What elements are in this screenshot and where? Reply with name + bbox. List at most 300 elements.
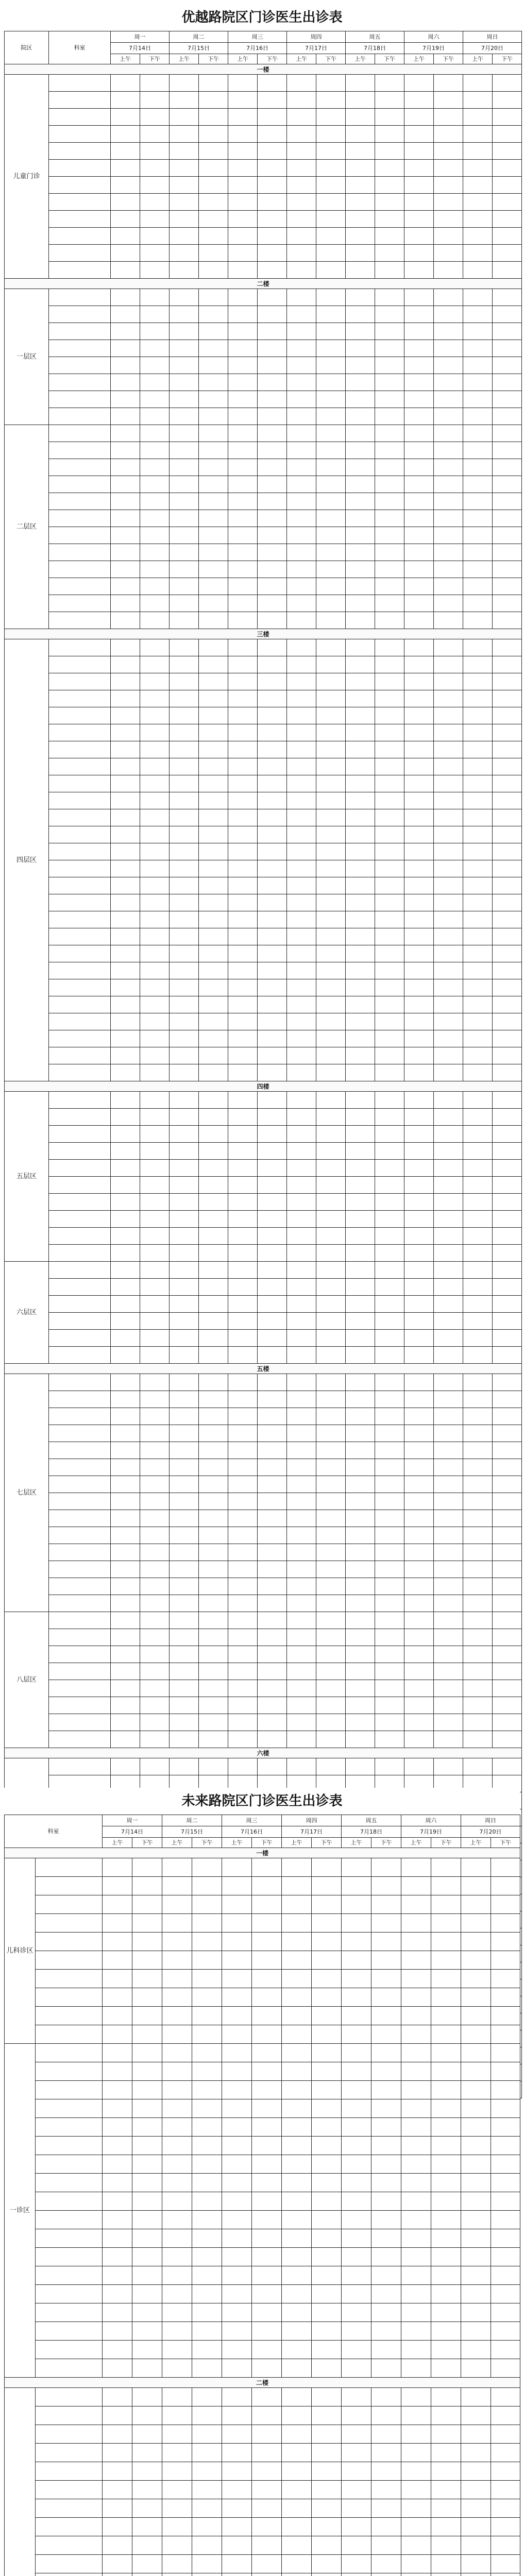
schedule-cell	[431, 2406, 461, 2425]
schedule-cell	[491, 2406, 520, 2425]
schedule-cell	[228, 160, 258, 177]
schedule-cell	[342, 2518, 371, 2536]
schedule-cell	[111, 1731, 140, 1748]
schedule-cell	[404, 1013, 434, 1030]
schedule-cell	[287, 1279, 316, 1296]
schedule-cell	[401, 1858, 431, 1877]
schedule-cell	[140, 1374, 170, 1391]
schedule-cell	[140, 177, 170, 194]
schedule-cell	[312, 2481, 342, 2499]
schedule-cell	[375, 792, 404, 809]
schedule-cell	[493, 92, 522, 109]
schedule-cell	[140, 911, 170, 928]
schedule-cell	[282, 2573, 312, 2576]
schedule-cell	[192, 2536, 222, 2555]
schedule-cell	[252, 1970, 282, 1988]
table-row	[5, 945, 522, 962]
dept-cell	[49, 758, 111, 775]
schedule-cell	[199, 1544, 228, 1561]
schedule-cell	[375, 306, 404, 323]
schedule-cell	[316, 741, 346, 758]
sheet-title: 未来路院区门诊医生出诊表	[181, 1793, 343, 1809]
schedule-cell	[140, 1425, 170, 1442]
schedule-cell	[287, 639, 316, 656]
schedule-cell	[404, 391, 434, 408]
schedule-cell	[312, 2025, 342, 2044]
schedule-cell	[491, 2025, 520, 2044]
schedule-cell	[252, 2044, 282, 2062]
schedule-cell	[222, 2285, 252, 2303]
day-header: 周六	[404, 31, 463, 43]
schedule-cell	[258, 1109, 287, 1126]
table-row	[5, 1262, 522, 1279]
schedule-cell	[346, 792, 375, 809]
schedule-cell	[192, 2025, 222, 2044]
table-row	[5, 2081, 520, 2099]
schedule-cell	[199, 996, 228, 1013]
schedule-cell	[258, 561, 287, 578]
floor-label: 三楼	[5, 629, 522, 639]
schedule-cell	[228, 1211, 258, 1228]
schedule-cell	[199, 510, 228, 527]
schedule-cell	[287, 656, 316, 673]
schedule-cell	[199, 792, 228, 809]
dept-cell	[36, 2285, 103, 2303]
dept-cell	[49, 1047, 111, 1064]
schedule-cell	[228, 92, 258, 109]
schedule-cell	[401, 2192, 431, 2211]
table-row	[5, 2025, 520, 2044]
schedule-cell	[346, 75, 375, 92]
schedule-cell	[461, 2481, 491, 2499]
schedule-cell	[404, 289, 434, 306]
schedule-cell	[463, 1279, 493, 1296]
schedule-cell	[170, 1194, 199, 1211]
schedule-cell	[228, 1758, 258, 1775]
dept-cell	[36, 2174, 103, 2192]
dept-cell	[36, 1970, 103, 1988]
schedule-cell	[162, 2099, 192, 2118]
schedule-cell	[103, 2007, 132, 2025]
schedule-cell	[375, 595, 404, 612]
dept-cell	[49, 1194, 111, 1211]
schedule-cell	[170, 1347, 199, 1364]
schedule-cell	[493, 1680, 522, 1697]
ampm-header: 上午	[346, 54, 375, 64]
schedule-cell	[192, 2285, 222, 2303]
schedule-cell	[258, 1714, 287, 1731]
schedule-cell	[434, 1408, 463, 1425]
schedule-cell	[228, 595, 258, 612]
schedule-cell	[375, 1510, 404, 1527]
schedule-cell	[222, 2229, 252, 2248]
schedule-cell	[199, 1646, 228, 1663]
schedule-cell	[287, 1663, 316, 1680]
schedule-cell	[371, 1933, 401, 1951]
schedule-cell	[434, 1313, 463, 1330]
schedule-cell	[111, 1092, 140, 1109]
schedule-cell	[103, 2322, 132, 2341]
schedule-cell	[222, 2025, 252, 2044]
table-row	[5, 1425, 522, 1442]
schedule-cell	[342, 2211, 371, 2229]
schedule-cell	[401, 2555, 431, 2573]
schedule-cell	[493, 962, 522, 979]
schedule-cell	[199, 75, 228, 92]
schedule-cell	[401, 2462, 431, 2481]
schedule-cell	[316, 211, 346, 228]
schedule-cell	[434, 1177, 463, 1194]
dept-cell	[36, 2081, 103, 2099]
schedule-cell	[463, 442, 493, 459]
schedule-cell	[431, 1933, 461, 1951]
schedule-cell	[199, 1262, 228, 1279]
schedule-cell	[170, 109, 199, 126]
schedule-cell	[228, 945, 258, 962]
schedule-cell	[316, 724, 346, 741]
schedule-cell	[404, 143, 434, 160]
schedule-cell	[463, 1680, 493, 1697]
schedule-cell	[287, 1493, 316, 1510]
schedule-cell	[103, 1877, 132, 1895]
schedule-cell	[252, 2406, 282, 2425]
area-label: 四层区	[5, 639, 49, 1081]
schedule-cell	[463, 1143, 493, 1160]
schedule-cell	[287, 1578, 316, 1595]
dept-cell	[49, 340, 111, 357]
schedule-cell	[162, 2322, 192, 2341]
schedule-cell	[461, 1988, 491, 2007]
schedule-cell	[287, 391, 316, 408]
schedule-cell	[140, 1194, 170, 1211]
schedule-cell	[342, 1895, 371, 1914]
schedule-cell	[493, 323, 522, 340]
schedule-cell	[103, 1895, 132, 1914]
schedule-cell	[316, 1758, 346, 1775]
table-row	[5, 306, 522, 323]
schedule-cell	[316, 306, 346, 323]
dept-cell	[49, 109, 111, 126]
schedule-cell	[342, 1970, 371, 1988]
schedule-cell	[404, 1510, 434, 1527]
dept-cell	[49, 245, 111, 262]
schedule-cell	[463, 306, 493, 323]
schedule-cell	[170, 476, 199, 493]
schedule-cell	[228, 612, 258, 629]
schedule-cell	[493, 1030, 522, 1047]
schedule-cell	[199, 1391, 228, 1408]
schedule-cell	[228, 962, 258, 979]
schedule-cell	[404, 1347, 434, 1364]
schedule-cell	[491, 2229, 520, 2248]
schedule-cell	[140, 1527, 170, 1544]
schedule-cell	[170, 1109, 199, 1126]
schedule-cell	[493, 1064, 522, 1081]
schedule-cell	[434, 1211, 463, 1228]
schedule-cell	[228, 1663, 258, 1680]
schedule-cell	[258, 75, 287, 92]
schedule-cell	[463, 1313, 493, 1330]
schedule-cell	[252, 2285, 282, 2303]
schedule-cell	[103, 2499, 132, 2518]
schedule-cell	[258, 945, 287, 962]
schedule-cell	[140, 374, 170, 391]
schedule-cell	[258, 374, 287, 391]
schedule-cell	[316, 1126, 346, 1143]
schedule-cell	[228, 442, 258, 459]
schedule-cell	[404, 578, 434, 595]
schedule-cell	[111, 612, 140, 629]
schedule-cell	[111, 911, 140, 928]
schedule-cell	[140, 211, 170, 228]
schedule-cell	[192, 2406, 222, 2425]
schedule-cell	[228, 493, 258, 510]
schedule-cell	[312, 2062, 342, 2081]
schedule-cell	[199, 544, 228, 561]
schedule-cell	[258, 425, 287, 442]
schedule-cell	[434, 1758, 463, 1775]
schedule-cell	[404, 1561, 434, 1578]
schedule-cell	[491, 2388, 520, 2406]
table-row	[5, 126, 522, 143]
schedule-cell	[316, 1047, 346, 1064]
schedule-cell	[162, 2025, 192, 2044]
schedule-cell	[111, 758, 140, 775]
schedule-cell	[282, 2099, 312, 2118]
schedule-cell	[346, 612, 375, 629]
schedule-cell	[282, 2536, 312, 2555]
schedule-cell	[228, 262, 258, 279]
dept-cell	[49, 809, 111, 826]
schedule-cell	[287, 843, 316, 860]
schedule-cell	[316, 1680, 346, 1697]
schedule-cell	[228, 1047, 258, 1064]
schedule-cell	[287, 1330, 316, 1347]
area-header: 院区	[5, 31, 49, 64]
schedule-cell	[222, 2388, 252, 2406]
schedule-cell	[346, 1476, 375, 1493]
schedule-cell	[170, 996, 199, 1013]
schedule-cell	[228, 792, 258, 809]
ampm-header: 上午	[461, 1838, 491, 1848]
schedule-cell	[375, 673, 404, 690]
schedule-cell	[170, 1510, 199, 1527]
schedule-cell	[434, 809, 463, 826]
schedule-cell	[491, 1895, 520, 1914]
schedule-cell	[342, 2573, 371, 2576]
schedule-cell	[222, 2359, 252, 2378]
dept-cell	[36, 2303, 103, 2322]
schedule-cell	[258, 1527, 287, 1544]
schedule-cell	[222, 2174, 252, 2192]
schedule-cell	[404, 928, 434, 945]
day-header: 周日	[463, 31, 522, 43]
schedule-cell	[170, 357, 199, 374]
schedule-cell	[170, 1391, 199, 1408]
schedule-cell	[199, 612, 228, 629]
schedule-cell	[170, 527, 199, 544]
schedule-cell	[287, 425, 316, 442]
schedule-cell	[228, 1442, 258, 1459]
schedule-cell	[111, 1211, 140, 1228]
table-row	[5, 2007, 520, 2025]
schedule-cell	[316, 1578, 346, 1595]
table-row	[5, 707, 522, 724]
schedule-cell	[132, 2518, 162, 2536]
dept-cell	[49, 1595, 111, 1612]
schedule-cell	[463, 1459, 493, 1476]
table-row	[5, 1629, 522, 1646]
schedule-cell	[222, 2044, 252, 2062]
schedule-cell	[287, 775, 316, 792]
schedule-cell	[199, 1510, 228, 1527]
schedule-cell	[140, 1126, 170, 1143]
schedule-cell	[346, 894, 375, 911]
schedule-cell	[371, 2174, 401, 2192]
schedule-cell	[111, 408, 140, 425]
schedule-cell	[375, 1347, 404, 1364]
schedule-cell	[463, 544, 493, 561]
schedule-cell	[228, 1262, 258, 1279]
schedule-cell	[111, 544, 140, 561]
schedule-cell	[431, 2248, 461, 2266]
schedule-cell	[404, 1476, 434, 1493]
schedule-cell	[222, 1914, 252, 1933]
schedule-cell	[132, 2462, 162, 2481]
schedule-cell	[228, 690, 258, 707]
dept-cell	[49, 962, 111, 979]
schedule-cell	[140, 1279, 170, 1296]
schedule-cell	[258, 1177, 287, 1194]
schedule-cell	[375, 1177, 404, 1194]
schedule-cell	[401, 2229, 431, 2248]
schedule-cell	[170, 945, 199, 962]
schedule-cell	[346, 945, 375, 962]
dept-cell	[49, 1109, 111, 1126]
schedule-cell	[170, 75, 199, 92]
schedule-cell	[346, 493, 375, 510]
schedule-cell	[170, 126, 199, 143]
schedule-cell	[342, 2359, 371, 2378]
schedule-cell	[170, 1374, 199, 1391]
schedule-cell	[258, 1126, 287, 1143]
schedule-cell	[461, 2099, 491, 2118]
schedule-cell	[316, 194, 346, 211]
schedule-cell	[170, 673, 199, 690]
schedule-cell	[316, 945, 346, 962]
schedule-table	[4, 1815, 520, 2576]
schedule-cell	[192, 1951, 222, 1970]
schedule-cell	[371, 2303, 401, 2322]
schedule-cell	[463, 1731, 493, 1748]
schedule-cell	[228, 1245, 258, 1262]
table-row	[5, 1758, 522, 1775]
dept-cell	[49, 92, 111, 109]
dept-cell	[49, 724, 111, 741]
schedule-cell	[258, 1442, 287, 1459]
area-label: 二层区	[5, 425, 49, 629]
schedule-cell	[132, 2007, 162, 2025]
schedule-cell	[375, 578, 404, 595]
schedule-cell	[316, 979, 346, 996]
schedule-cell	[371, 2481, 401, 2499]
schedule-cell	[493, 544, 522, 561]
schedule-cell	[493, 758, 522, 775]
schedule-cell	[463, 1194, 493, 1211]
schedule-cell	[170, 877, 199, 894]
schedule-cell	[375, 1245, 404, 1262]
table-row	[5, 408, 522, 425]
schedule-cell	[199, 1714, 228, 1731]
date-header: 7月17日	[282, 1826, 342, 1838]
schedule-cell	[170, 425, 199, 442]
schedule-cell	[111, 1680, 140, 1697]
schedule-cell	[132, 2285, 162, 2303]
schedule-cell	[228, 1408, 258, 1425]
schedule-cell	[346, 1143, 375, 1160]
schedule-cell	[346, 544, 375, 561]
schedule-cell	[463, 1544, 493, 1561]
schedule-cell	[258, 1313, 287, 1330]
schedule-cell	[346, 758, 375, 775]
table-row	[5, 2303, 520, 2322]
schedule-cell	[111, 1758, 140, 1775]
schedule-cell	[228, 211, 258, 228]
table-row	[5, 476, 522, 493]
schedule-cell	[162, 1988, 192, 2007]
schedule-cell	[228, 826, 258, 843]
schedule-cell	[228, 1143, 258, 1160]
schedule-cell	[434, 1578, 463, 1595]
schedule-cell	[228, 143, 258, 160]
schedule-cell	[346, 374, 375, 391]
schedule-cell	[346, 656, 375, 673]
schedule-cell	[162, 2359, 192, 2378]
schedule-cell	[140, 1030, 170, 1047]
schedule-cell	[491, 2137, 520, 2155]
schedule-cell	[316, 510, 346, 527]
schedule-cell	[192, 1988, 222, 2007]
schedule-cell	[192, 2099, 222, 2118]
schedule-cell	[316, 1092, 346, 1109]
schedule-cell	[346, 177, 375, 194]
schedule-cell	[228, 1013, 258, 1030]
day-header: 周四	[287, 31, 346, 43]
schedule-cell	[222, 2266, 252, 2285]
schedule-cell	[228, 1595, 258, 1612]
schedule-cell	[170, 1646, 199, 1663]
dept-cell	[49, 1391, 111, 1408]
schedule-cell	[316, 877, 346, 894]
schedule-cell	[491, 2007, 520, 2025]
schedule-cell	[199, 826, 228, 843]
schedule-cell	[312, 1970, 342, 1988]
schedule-cell	[228, 724, 258, 741]
schedule-cell	[140, 1160, 170, 1177]
table-row	[5, 1459, 522, 1476]
schedule-cell	[287, 561, 316, 578]
schedule-cell	[312, 2518, 342, 2536]
table-row	[5, 2518, 520, 2536]
schedule-cell	[431, 2536, 461, 2555]
schedule-cell	[375, 1296, 404, 1313]
table-row	[5, 425, 522, 442]
schedule-cell	[375, 493, 404, 510]
schedule-cell	[170, 1629, 199, 1646]
schedule-cell	[493, 1731, 522, 1748]
table-row	[5, 639, 522, 656]
schedule-cell	[434, 1493, 463, 1510]
